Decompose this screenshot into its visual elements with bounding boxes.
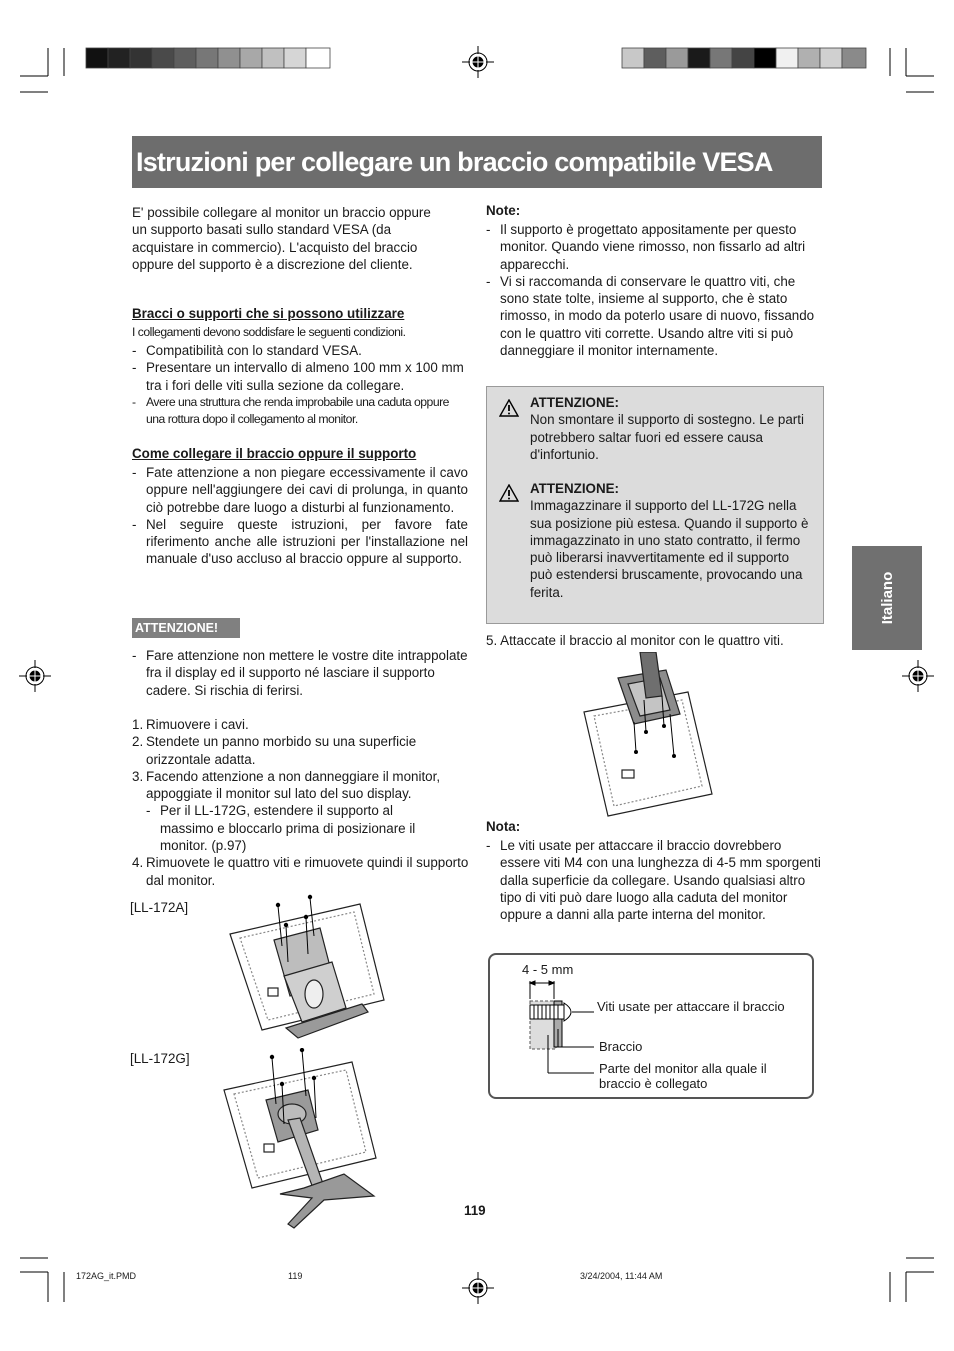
intro-text: E' possibile collegare al monitor un braccio oppure un supporto basati sullo standard VESA (da acquistare in commercio). L'acquisto del braccio oppure del supporto è a discrezione del cliente. <box>132 205 431 272</box>
list-item: - Avere una struttura che renda improbabile una caduta oppure una rottura dopo il collegamento al monitor. <box>132 394 468 429</box>
list-item: - Le viti usate per attaccare il braccio dovrebbero essere viti M4 con una lunghezza di 4-5 mm sporgenti dalla superficie da collegare. Usando qualsiasi altro tipo di viti può dare luogo alla caduta del monitor oppure a danni alla parte interna del monitor. <box>486 837 822 923</box>
step-number: 2. <box>132 734 144 750</box>
label-ll172g: [LL-172G] <box>130 1051 190 1066</box>
ll172g-illustration <box>220 1048 380 1233</box>
warning-heading: ATTENZIONE: <box>530 481 620 496</box>
step-subitem: - Per il LL-172G, estendere il supporto al massimo e bloccarlo prima di posizionare il monitor. (p.97) <box>146 802 446 854</box>
warning-triangle-icon <box>499 399 519 417</box>
language-tab-label: Italiano <box>878 571 896 625</box>
registration-mark-icon <box>902 660 934 692</box>
step-text: Facendo attenzione a non danneggiare il monitor, appoggiate il monitor sul lato del suo display. <box>146 768 441 802</box>
arm-label: Braccio <box>599 1039 643 1054</box>
footer-file: 172AG_it.PMD <box>76 1271 137 1281</box>
steps-list <box>132 716 470 889</box>
warning-box <box>486 386 824 624</box>
step-number: 4. <box>132 855 144 871</box>
crop-mark-icon <box>890 48 934 92</box>
list-item: - Compatibilità con lo standard VESA. <box>132 342 468 359</box>
language-tab <box>852 546 922 650</box>
label-ll172a: [LL-172A] <box>130 900 189 915</box>
list-item: - Il supporto è progettato appositamente per questo monitor. Quando viene rimosso, non fissarlo ad altri apparecchi. <box>486 221 822 273</box>
list-item: - Nel seguire queste istruzioni, per favore fate riferimento anche alle istruzioni per l'installazione nel manuale d'uso accluso al braccio oppure al supporto. <box>132 516 468 568</box>
section1-heading: Bracci o supporti che si possono utilizzare <box>132 306 405 321</box>
ll172a-illustration <box>222 892 392 1042</box>
step-text: Rimuovere i cavi. <box>146 717 249 732</box>
section1-list <box>132 342 468 428</box>
registration-mark-icon <box>19 660 51 692</box>
screw-label: Viti usate per attaccare il braccio <box>597 999 785 1014</box>
step-number: 3. <box>132 768 144 784</box>
attention-list <box>132 647 468 699</box>
page-title: Istruzioni per collegare un braccio compatibile VESA <box>136 147 773 177</box>
step-item <box>132 716 470 733</box>
registration-mark-icon <box>462 46 494 78</box>
list-item: - Fate attenzione a non piegare eccessivamente il cavo oppure nell'aggiungere dei cavi di prolunga, in quanto ciò potrebbe dare luogo a disturbi al funzionamento. <box>132 464 468 516</box>
section1-subtext: I collegamenti devono soddisfare le seguenti condizioni. <box>132 325 406 339</box>
warning-triangle-icon <box>499 484 519 502</box>
warning-1 <box>530 394 812 463</box>
note1-heading: Note: <box>486 203 521 218</box>
arm-attach-illustration <box>582 652 732 820</box>
section2-list <box>132 464 468 568</box>
step-item <box>132 854 470 889</box>
footer-date: 3/24/2004, 11:44 AM <box>580 1271 663 1281</box>
page-number: 119 <box>464 1203 486 1218</box>
note2-list <box>486 837 822 923</box>
warning-heading: ATTENZIONE: <box>530 395 620 410</box>
title-bar <box>132 136 822 188</box>
list-item: - Vi si raccomanda di conservare le quattro viti, che sono state tolte, insieme al supporto, che è stato rimosso, in modo da poterlo usare di nuovo, fissando con le quattro viti corrette. Usando altre viti si può danneggiare il monitor internamente. <box>486 273 822 359</box>
step-text: Stendete un panno morbido su una superficie orizzontale adatta. <box>146 734 417 767</box>
monitor-part-label: Parte del monitor alla quale il braccio è collegato <box>599 1061 767 1091</box>
step-item <box>132 768 470 854</box>
crop-mark-icon <box>20 48 64 92</box>
crop-mark-icon <box>890 1258 934 1302</box>
footer-page: 119 <box>288 1271 303 1281</box>
step-text: Rimuovete le quattro viti e rimuovete quindi il supporto dal monitor. <box>146 855 469 888</box>
screw-dimension: 4 - 5 mm <box>522 962 574 977</box>
step5-text: 5. Attaccate il braccio al monitor con le quattro viti. <box>486 633 784 648</box>
attention-tag: ATTENZIONE! <box>132 618 240 638</box>
warning-text: Immagazzinare il supporto del LL-172G nella sua posizione più estesa. Quando il supporto è immagazzinato in uno stato contratto, il fermo può liberarsi inavvertitamente ed il supporto può estendersi bruscamente, provocando una ferita. <box>530 498 809 600</box>
step-number: 1. <box>132 717 144 732</box>
warning-2 <box>530 480 812 601</box>
step-item <box>132 733 470 768</box>
section2-heading: Come collegare il braccio oppure il supporto <box>132 446 417 461</box>
crop-mark-icon <box>20 1258 64 1302</box>
note2-heading: Nota: <box>486 819 521 834</box>
list-item: - Fare attenzione non mettere le vostre dite intrappolate fra il display ed il supporto né lasciare il supporto cadere. Si rischia di ferirsi. <box>132 647 468 699</box>
note1-list <box>486 221 822 359</box>
registration-mark-icon <box>462 1272 494 1304</box>
warning-text: Non smontare il supporto di sostegno. Le parti potrebbero saltar fuori ed essere causa d'infortunio. <box>530 412 804 462</box>
list-item: - Presentare un intervallo di almeno 100 mm x 100 mm tra i fori delle viti sulla sezione da collegare. <box>132 359 468 394</box>
